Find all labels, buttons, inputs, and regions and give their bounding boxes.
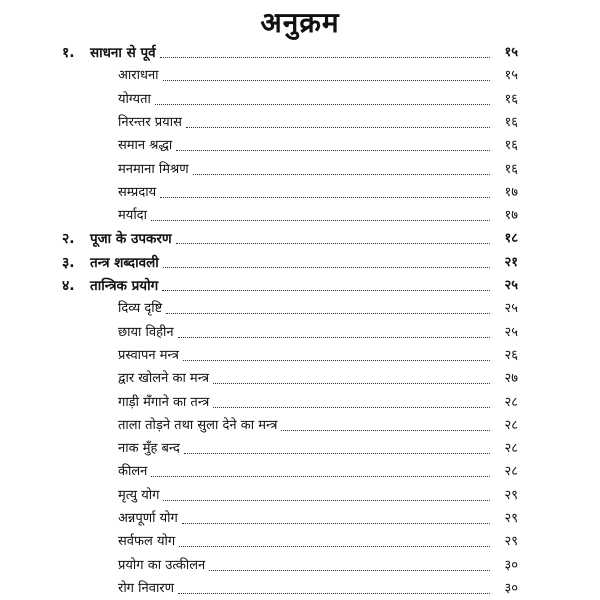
- dot-leader: [151, 475, 490, 477]
- entry-title: प्रयोग का उत्कीलन: [118, 557, 206, 573]
- entry-title: द्वार खोलने का मन्त्र: [118, 371, 210, 387]
- chapter-page-number: १८: [504, 231, 518, 247]
- entry-title: रोग निवारण: [118, 580, 175, 596]
- entry-page-number: २८: [504, 464, 518, 480]
- dot-leader: [179, 545, 490, 547]
- chapter-number: १.: [62, 45, 75, 61]
- toc-entry-row: [118, 157, 518, 179]
- dot-leader: [163, 79, 490, 81]
- chapter-title: तन्त्र शब्दावली: [90, 254, 159, 271]
- toc-entry-row: [118, 436, 518, 458]
- entry-page-number: २८: [504, 394, 518, 410]
- toc-entry-row: [118, 483, 518, 505]
- entry-page-number: ३०: [504, 557, 518, 573]
- entry-title: प्रस्वापन मन्त्र: [118, 347, 179, 363]
- entry-page-number: २९: [504, 511, 518, 526]
- entry-page-number: २९: [504, 487, 518, 503]
- entry-title: योग्यता: [118, 91, 151, 107]
- dot-leader: [281, 429, 490, 431]
- toc-chapter-row: [62, 273, 518, 295]
- chapter-page-number: २१: [504, 254, 518, 270]
- toc-chapter-row: [62, 226, 518, 248]
- entry-title: छाया विहीन: [118, 324, 174, 340]
- toc-entry-row: [118, 110, 518, 132]
- entry-page-number: १७: [504, 208, 518, 224]
- entry-page-number: २९: [504, 534, 518, 550]
- toc-entry-row: [118, 63, 518, 85]
- dot-leader: [213, 406, 490, 408]
- toc-entry-row: [118, 553, 518, 575]
- dot-leader: [184, 452, 490, 454]
- dot-leader: [160, 56, 490, 58]
- chapter-title: साधना से पूर्व: [90, 45, 156, 61]
- entry-title: नाक मुँह बन्द: [118, 441, 180, 457]
- toc-entry-row: [118, 506, 518, 528]
- entry-title: सम्प्रदाय: [118, 184, 157, 200]
- dot-leader: [155, 103, 490, 105]
- entry-page-number: २५: [504, 324, 518, 340]
- dot-leader: [163, 266, 490, 268]
- chapter-page-number: २५: [504, 278, 518, 293]
- entry-page-number: २७: [504, 371, 518, 387]
- dot-leader: [183, 359, 490, 361]
- entry-title: निरन्तर प्रयास: [118, 114, 182, 130]
- dot-leader: [213, 382, 490, 384]
- chapter-title: तान्त्रिक प्रयोग: [90, 278, 159, 294]
- entry-title: मृत्यु योग: [118, 487, 160, 503]
- dot-leader: [176, 149, 490, 151]
- entry-page-number: १६: [504, 91, 518, 107]
- entry-page-number: १६: [504, 114, 518, 130]
- toc-entry-row: [118, 529, 518, 551]
- entry-page-number: १६: [504, 161, 518, 177]
- dot-leader: [163, 499, 490, 501]
- entry-title: कीलन: [118, 464, 148, 480]
- entry-page-number: १७: [504, 184, 518, 200]
- entry-title: सर्वफल योग: [118, 534, 176, 550]
- chapter-number: ३.: [62, 254, 75, 271]
- chapter-page-number: १५: [504, 45, 518, 60]
- toc-entry-row: [118, 576, 518, 598]
- entry-title: मनमाना मिश्रण: [118, 161, 189, 177]
- toc-entry-row: [118, 87, 518, 109]
- dot-leader: [151, 219, 490, 221]
- toc-entry-row: [118, 390, 518, 412]
- entry-title: गाड़ी मँगाने का तन्त्र: [118, 394, 210, 410]
- entry-page-number: १५: [504, 68, 518, 84]
- toc-entry-row: [118, 459, 518, 481]
- toc-chapter-row: [62, 40, 518, 62]
- toc-entry-row: [118, 180, 518, 202]
- chapter-number: २.: [62, 231, 75, 248]
- chapter-title: पूजा के उपकरण: [90, 231, 172, 248]
- chapter-number: ४.: [62, 278, 75, 294]
- dot-leader: [160, 196, 490, 198]
- toc-entry-row: [118, 320, 518, 342]
- entry-page-number: २५: [504, 301, 518, 317]
- dot-leader: [209, 569, 490, 571]
- entry-page-number: २६: [504, 347, 518, 363]
- entry-title: अन्नपूर्णा योग: [118, 511, 178, 526]
- entry-title: आराधना: [118, 68, 159, 84]
- entry-title: समान श्रद्धा: [118, 138, 173, 154]
- entry-title: ताला तोड़ने तथा सुला देने का मन्त्र: [118, 417, 278, 433]
- dot-leader: [186, 126, 490, 128]
- toc-entry-row: [118, 413, 518, 435]
- dot-leader: [182, 522, 490, 524]
- toc-entry-row: [118, 296, 518, 318]
- dot-leader: [176, 242, 490, 244]
- page-title: अनुक्रम: [260, 6, 340, 39]
- entry-page-number: २८: [504, 441, 518, 457]
- dot-leader: [178, 592, 490, 594]
- toc-chapter-row: [62, 250, 518, 272]
- entry-title: दिव्य दृष्टि: [118, 301, 163, 317]
- entry-page-number: १६: [504, 138, 518, 154]
- entry-title: मर्यादा: [118, 208, 147, 224]
- dot-leader: [166, 312, 490, 314]
- dot-leader: [162, 289, 490, 291]
- entry-page-number: ३०: [504, 580, 518, 596]
- toc-entry-row: [118, 133, 518, 155]
- dot-leader: [178, 336, 490, 338]
- entry-page-number: २८: [504, 417, 518, 433]
- toc-entry-row: [118, 366, 518, 388]
- dot-leader: [193, 173, 490, 175]
- toc-entry-row: [118, 203, 518, 225]
- toc-entry-row: [118, 343, 518, 365]
